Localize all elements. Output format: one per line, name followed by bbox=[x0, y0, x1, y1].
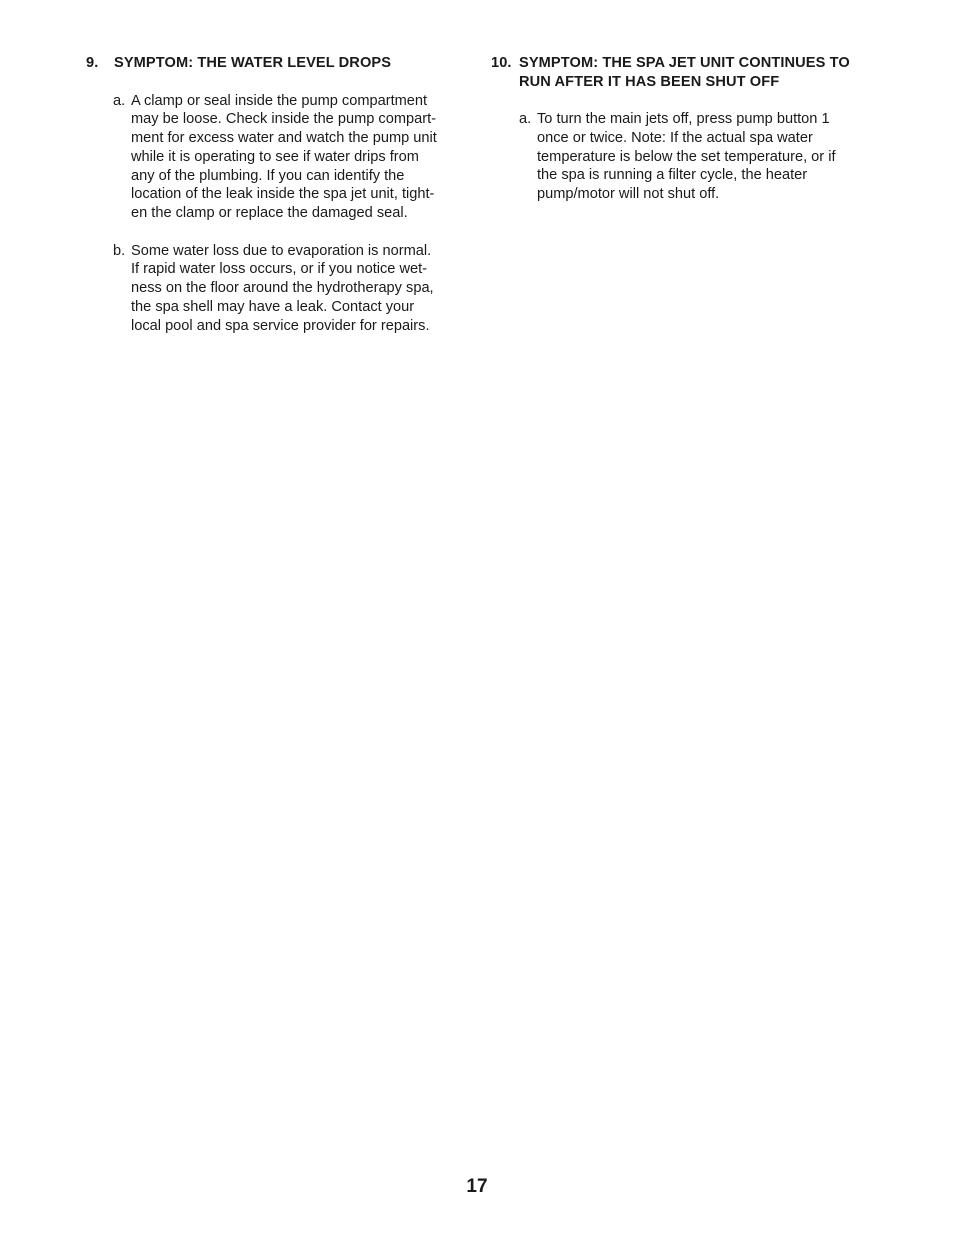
item-text-line: If rapid water loss occurs, or if you notice wet- bbox=[131, 261, 428, 278]
item-marker: a. bbox=[519, 111, 532, 128]
item-text-line: To turn the main jets off, press pump button 1 bbox=[537, 111, 830, 128]
section-9-heading bbox=[86, 54, 476, 73]
item-marker: b. bbox=[113, 242, 126, 259]
item-text-line: may be loose. Check inside the pump compart- bbox=[131, 111, 436, 128]
item-text-line: location of the leak inside the spa jet unit, tight- bbox=[131, 186, 435, 203]
item-text-line: while it is operating to see if water drips from bbox=[131, 148, 419, 165]
item-text-line: Some water loss due to evaporation is normal. bbox=[131, 242, 432, 259]
item-text-line: A clamp or seal inside the pump compartment bbox=[131, 92, 428, 109]
section-10-heading bbox=[491, 54, 871, 91]
item-text-line: en the clamp or replace the damaged seal. bbox=[131, 205, 408, 222]
item-marker: a. bbox=[113, 92, 126, 109]
item-text-line: ment for excess water and watch the pump unit bbox=[131, 130, 437, 147]
section-9-item-a bbox=[113, 92, 476, 223]
section-9 bbox=[86, 54, 476, 335]
section-10-number: 10. bbox=[491, 55, 512, 71]
item-text-line: the spa shell may have a leak. Contact your bbox=[131, 298, 415, 315]
section-9-item-b bbox=[113, 242, 476, 336]
section-9-heading-line: SYMPTOM: THE WATER LEVEL DROPS bbox=[114, 55, 392, 71]
item-text-line: the spa is running a filter cycle, the heater bbox=[537, 167, 808, 184]
section-9-number: 9. bbox=[86, 55, 99, 71]
section-10-heading-line: TO RUN AFTER IT HAS BEEN SHUT OFF bbox=[519, 55, 850, 90]
section-10 bbox=[491, 54, 871, 204]
item-text-line: once or twice. Note: If the actual spa water bbox=[537, 129, 813, 146]
item-text-line: local pool and spa service provider for repairs. bbox=[131, 317, 430, 334]
item-text-line: temperature is below the set temperature, or if bbox=[537, 148, 836, 165]
page-number: 17 bbox=[466, 1176, 488, 1197]
section-10-item-a bbox=[519, 110, 871, 204]
section-10-heading-line: SYMPTOM: THE SPA JET UNIT CONTINUES bbox=[519, 55, 826, 71]
item-text-line: any of the plumbing. If you can identify the bbox=[131, 167, 405, 184]
item-text-line: ness on the floor around the hydrotherapy spa, bbox=[131, 280, 434, 297]
item-text-line: pump/motor will not shut off. bbox=[537, 186, 720, 203]
